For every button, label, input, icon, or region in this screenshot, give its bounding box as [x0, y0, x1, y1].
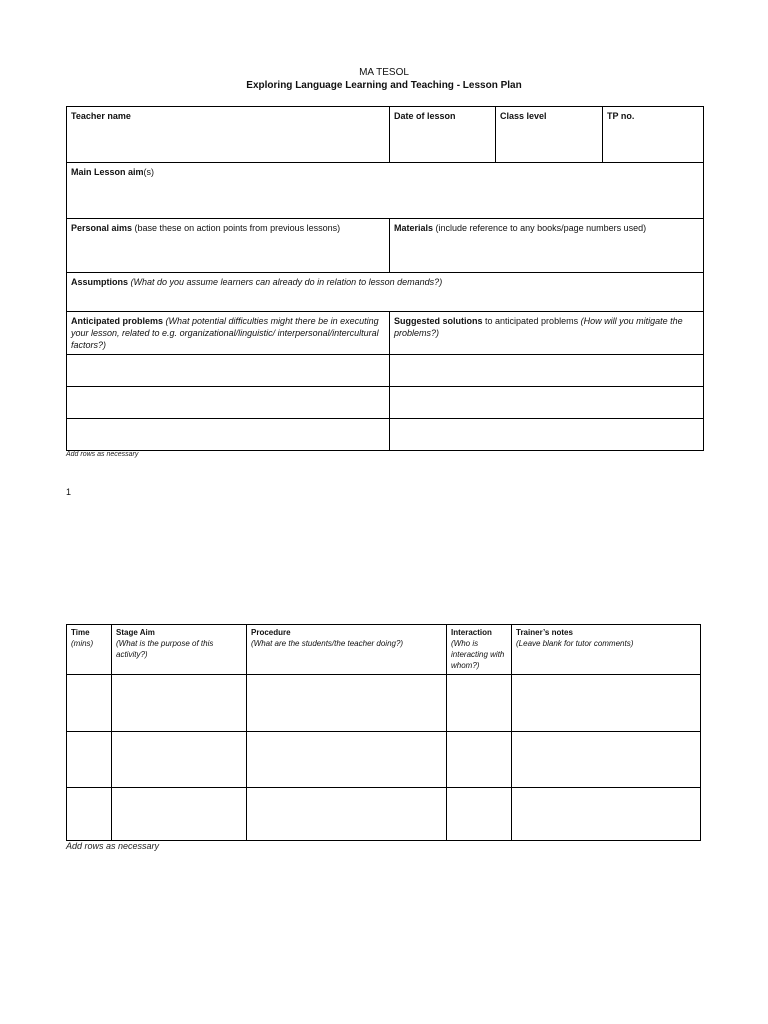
lesson-plan-title: Exploring Language Learning and Teaching - Lesson Plan — [246, 80, 522, 91]
class-level-cell[interactable] — [496, 107, 603, 163]
time-cell[interactable] — [67, 675, 112, 732]
add-rows-note: Add rows as necessary — [66, 841, 160, 851]
suggested-solutions-label: Suggested solutions — [394, 316, 483, 326]
tp-no-cell[interactable] — [603, 107, 704, 163]
materials-cell[interactable] — [390, 219, 704, 273]
stage-aim-hint: (What is the purpose of this activity?) — [116, 639, 214, 659]
trainers-notes-cell[interactable] — [512, 788, 701, 841]
procedure-cell[interactable] — [247, 675, 447, 732]
anticipated-problems-cell — [67, 312, 390, 355]
solution-row-cell[interactable] — [390, 355, 704, 387]
procedure-table — [66, 624, 701, 841]
problem-row-cell[interactable] — [67, 387, 390, 419]
suggested-solutions-hint: (How will you mitigate the problems?) — [394, 316, 683, 338]
interaction-cell[interactable] — [447, 675, 512, 732]
procedure-hint: (What are the students/the teacher doing?) — [251, 639, 404, 648]
time-label: Time — [71, 628, 90, 637]
main-aim-label: Main Lesson aim — [71, 167, 144, 177]
lesson-info-table — [66, 106, 704, 451]
class-level-label: Class level — [500, 111, 547, 121]
add-rows-note: Add rows as necessary — [66, 451, 139, 458]
time-cell[interactable] — [67, 788, 112, 841]
stage-aim-cell[interactable] — [112, 675, 247, 732]
time-cell[interactable] — [67, 732, 112, 788]
procedure-cell[interactable] — [247, 788, 447, 841]
procedure-header — [247, 625, 447, 675]
personal-aims-hint: (base these on action points from previous lessons) — [132, 223, 341, 233]
interaction-hint: (Who is interacting with whom?) — [451, 639, 505, 670]
interaction-cell[interactable] — [447, 732, 512, 788]
problem-row-cell[interactable] — [67, 355, 390, 387]
anticipated-problems-label: Anticipated problems — [71, 316, 164, 326]
procedure-label: Procedure — [251, 628, 291, 637]
interaction-cell[interactable] — [447, 788, 512, 841]
document-title — [0, 66, 768, 92]
trainers-notes-cell[interactable] — [512, 732, 701, 788]
time-hint: (mins) — [71, 639, 94, 648]
interaction-label: Interaction — [451, 628, 492, 637]
main-aim-cell[interactable] — [67, 163, 704, 219]
teacher-name-label: Teacher name — [71, 111, 131, 121]
teacher-name-cell[interactable] — [67, 107, 390, 163]
time-header — [67, 625, 112, 675]
date-of-lesson-cell[interactable] — [390, 107, 496, 163]
stage-aim-cell[interactable] — [112, 788, 247, 841]
page-number: 1 — [66, 487, 72, 497]
trainers-notes-label: Trainer’s notes — [516, 628, 573, 637]
personal-aims-cell[interactable] — [67, 219, 390, 273]
suggested-solutions-mid: to anticipated problems — [482, 316, 581, 326]
personal-aims-label: Personal aims — [71, 223, 133, 233]
stage-aim-label: Stage Aim — [116, 628, 155, 637]
anticipated-problems-hint: (What potential difficulties might there be in executing your lesson, related to e.g. organizational/linguistic/ interpersonal/intercultural factors?) — [71, 316, 379, 350]
assumptions-label: Assumptions — [71, 277, 129, 287]
problem-row-cell[interactable] — [67, 419, 390, 451]
trainers-notes-cell[interactable] — [512, 675, 701, 732]
tp-no-label: TP no. — [607, 111, 635, 121]
suggested-solutions-cell — [390, 312, 704, 355]
main-aim-suffix: (s) — [143, 167, 155, 177]
stage-aim-cell[interactable] — [112, 732, 247, 788]
assumptions-cell[interactable] — [67, 273, 704, 312]
trainers-notes-hint: (Leave blank for tutor comments) — [516, 639, 634, 648]
interaction-header — [447, 625, 512, 675]
date-of-lesson-label: Date of lesson — [394, 111, 456, 121]
stage-aim-header — [112, 625, 247, 675]
assumptions-hint: (What do you assume learners can already do in relation to lesson demands?) — [128, 277, 443, 287]
materials-label: Materials — [394, 223, 434, 233]
course-title: MA TESOL — [359, 67, 409, 78]
procedure-cell[interactable] — [247, 732, 447, 788]
solution-row-cell[interactable] — [390, 387, 704, 419]
materials-hint: (include reference to any books/page numbers used) — [433, 223, 647, 233]
solution-row-cell[interactable] — [390, 419, 704, 451]
trainers-notes-header — [512, 625, 701, 675]
